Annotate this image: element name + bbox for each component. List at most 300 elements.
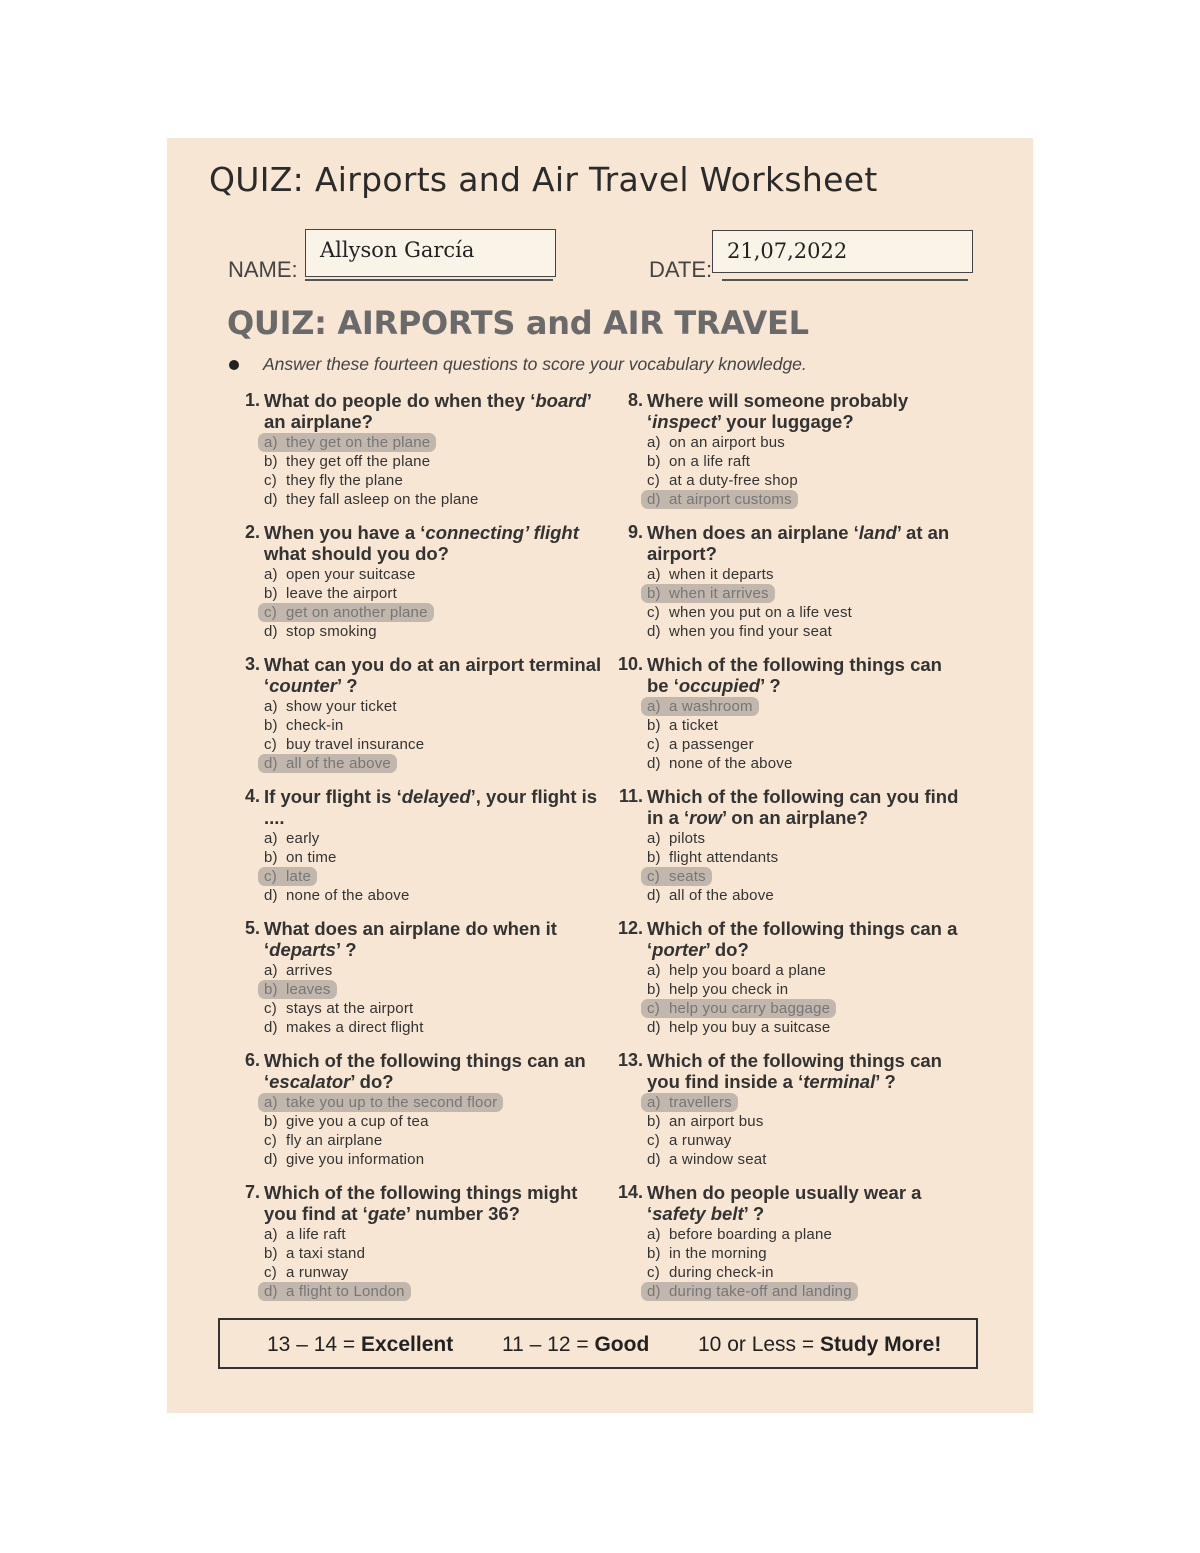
question-text — [647, 918, 967, 960]
answer-option[interactable] — [264, 999, 614, 1018]
option-letter: a) — [647, 1226, 661, 1243]
option-text: at airport customs — [669, 491, 792, 508]
answer-content — [264, 962, 332, 979]
option-text: an airport bus — [669, 1113, 764, 1130]
question-7 — [244, 1182, 614, 1301]
question-text-end: what should you do? — [264, 543, 449, 564]
question-text-start: When do people usually wear a ‘ — [647, 1182, 922, 1224]
answer-content — [647, 962, 826, 979]
answer-content — [647, 981, 788, 998]
option-letter: a) — [264, 566, 278, 583]
option-letter: a) — [264, 698, 278, 715]
answer-content — [264, 1113, 429, 1130]
answer-content — [647, 472, 798, 489]
question-1 — [244, 390, 614, 509]
option-text: show your ticket — [286, 698, 397, 715]
option-text: during check-in — [669, 1264, 774, 1281]
answer-option[interactable] — [264, 735, 614, 754]
option-letter: a) — [264, 830, 278, 847]
option-text: during take-off and landing — [669, 1283, 852, 1300]
option-letter: c) — [647, 868, 660, 885]
answer-option[interactable] — [647, 452, 967, 471]
answer-content — [264, 1019, 424, 1036]
answer-options — [264, 565, 614, 641]
option-letter: d) — [264, 1283, 278, 1300]
option-letter: c) — [264, 1264, 277, 1281]
question-number: 14. — [617, 1182, 643, 1202]
answer-option[interactable] — [647, 1112, 967, 1131]
question-text-start: Where will someone probably ‘ — [647, 390, 909, 432]
answer-content — [647, 566, 774, 583]
answer-option[interactable] — [647, 490, 967, 509]
option-text: at a duty-free shop — [669, 472, 798, 489]
question-11 — [618, 786, 967, 905]
highlighted-answer — [258, 603, 434, 622]
question-text — [647, 1050, 967, 1092]
question-text-end: ’ do? — [350, 1071, 394, 1092]
option-letter: d) — [264, 755, 278, 772]
answer-content — [264, 717, 343, 734]
option-text: early — [286, 830, 320, 847]
question-14 — [617, 1182, 967, 1301]
answer-content — [647, 1113, 764, 1130]
answer-content — [264, 453, 430, 470]
score-range: 13 – 14 = — [267, 1333, 361, 1356]
answer-option[interactable] — [264, 980, 614, 999]
option-text: leave the airport — [286, 585, 397, 602]
answer-option[interactable] — [647, 603, 967, 622]
question-text-start: What does an airplane do when it ‘ — [264, 918, 557, 960]
highlighted-answer — [641, 999, 836, 1018]
option-letter: d) — [647, 755, 661, 772]
answer-content — [264, 1226, 346, 1243]
option-text: fly an airplane — [286, 1132, 383, 1149]
option-letter: b) — [264, 849, 278, 866]
answer-content — [264, 698, 397, 715]
question-number: 5. — [244, 918, 260, 938]
answer-option[interactable] — [264, 886, 614, 905]
answer-option[interactable] — [647, 1093, 967, 1112]
answer-option[interactable] — [264, 1112, 614, 1131]
option-text: on a life raft — [669, 453, 751, 470]
question-text-end: ’ do? — [705, 939, 749, 960]
option-letter: a) — [264, 434, 278, 451]
answer-option[interactable] — [264, 961, 614, 980]
answer-options — [647, 829, 967, 905]
highlighted-answer — [258, 1282, 411, 1301]
vocabulary-term: board — [535, 390, 587, 411]
option-letter: b) — [647, 1113, 661, 1130]
option-letter: b) — [647, 585, 661, 602]
quiz-subtitle: QUIZ: AIRPORTS and AIR TRAVEL — [227, 304, 809, 342]
vocabulary-term: row — [689, 807, 723, 828]
score-rating: Excellent — [361, 1333, 454, 1356]
answer-options — [264, 961, 614, 1037]
question-text-end: ’ number 36? — [405, 1203, 520, 1224]
option-letter: a) — [647, 434, 661, 451]
answer-option[interactable] — [264, 829, 614, 848]
question-number: 11. — [618, 786, 643, 806]
answer-content — [647, 830, 705, 847]
question-text-start: Which of the following things can be ‘ — [647, 654, 942, 696]
answer-option[interactable] — [264, 1150, 614, 1169]
option-letter: b) — [264, 981, 278, 998]
worksheet-page — [167, 138, 1033, 1413]
option-text: none of the above — [669, 755, 793, 772]
answer-option[interactable] — [647, 980, 967, 999]
option-letter: d) — [647, 491, 661, 508]
question-text-end: ’ ? — [760, 675, 781, 696]
option-text: a washroom — [669, 698, 753, 715]
vocabulary-term: connecting’ flight — [425, 522, 579, 543]
question-number: 8. — [627, 390, 643, 410]
answer-option[interactable] — [264, 603, 614, 622]
answer-content — [647, 434, 785, 451]
answer-option[interactable] — [647, 697, 967, 716]
option-letter: a) — [647, 698, 661, 715]
vocabulary-term: departs — [269, 939, 336, 960]
question-text-start: What can you do at an airport terminal ‘ — [264, 654, 602, 696]
question-text-end: ’ ? — [743, 1203, 765, 1224]
answer-option[interactable] — [647, 1244, 967, 1263]
question-8 — [627, 390, 967, 509]
answer-option[interactable] — [264, 697, 614, 716]
highlighted-answer — [641, 490, 798, 509]
answer-content — [264, 736, 424, 753]
answer-option[interactable] — [647, 961, 967, 980]
answer-option[interactable] — [264, 452, 614, 471]
question-text — [264, 522, 614, 564]
answer-options — [264, 1093, 614, 1169]
answer-content — [264, 887, 410, 904]
option-letter: d) — [647, 1019, 661, 1036]
option-letter: c) — [647, 1132, 660, 1149]
option-letter: b) — [647, 849, 661, 866]
answer-option[interactable] — [264, 1093, 614, 1112]
option-letter: a) — [264, 1094, 278, 1111]
option-text: a taxi stand — [286, 1245, 366, 1262]
answer-option[interactable] — [647, 735, 967, 754]
question-number: 9. — [627, 522, 643, 542]
answer-option[interactable] — [647, 754, 967, 773]
option-text: help you check in — [669, 981, 789, 998]
answer-option[interactable] — [647, 848, 967, 867]
option-text: help you board a plane — [669, 962, 827, 979]
question-text — [264, 654, 614, 696]
option-text: makes a direct flight — [286, 1019, 424, 1036]
answer-option[interactable] — [647, 622, 967, 641]
vocabulary-term: safety belt — [652, 1203, 744, 1224]
vocabulary-term: counter — [269, 675, 337, 696]
vocabulary-term: gate — [367, 1203, 406, 1224]
highlighted-answer — [258, 433, 436, 452]
vocabulary-term: occupied — [678, 675, 761, 696]
option-letter: c) — [647, 1264, 660, 1281]
answer-option[interactable] — [647, 471, 967, 490]
option-text: when you put on a life vest — [669, 604, 853, 621]
question-6 — [244, 1050, 614, 1169]
option-letter: c) — [264, 736, 277, 753]
answer-option[interactable] — [264, 848, 614, 867]
question-text — [647, 654, 967, 696]
date-underline — [722, 279, 968, 281]
option-letter: b) — [264, 585, 278, 602]
vocabulary-term: porter — [652, 939, 706, 960]
answer-option[interactable] — [647, 565, 967, 584]
option-text: check-in — [286, 717, 344, 734]
answer-option[interactable] — [647, 1225, 967, 1244]
option-letter: a) — [647, 1094, 661, 1111]
answer-content — [264, 1264, 348, 1281]
answer-option[interactable] — [264, 565, 614, 584]
question-text-end: ’ ? — [875, 1071, 896, 1092]
question-text-end: ’ your luggage? — [716, 411, 854, 432]
answer-content — [647, 453, 750, 470]
option-letter: c) — [264, 472, 277, 489]
score-good — [502, 1333, 649, 1357]
option-text: pilots — [669, 830, 706, 847]
answer-option[interactable] — [647, 1282, 967, 1301]
answer-content — [647, 755, 793, 772]
option-letter: b) — [647, 1245, 661, 1262]
answer-content — [647, 1132, 731, 1149]
option-letter: b) — [647, 453, 661, 470]
answer-content — [647, 1151, 767, 1168]
question-number: 6. — [244, 1050, 260, 1070]
option-text: stop smoking — [286, 623, 377, 640]
question-13 — [617, 1050, 967, 1169]
option-text: a passenger — [669, 736, 754, 753]
answer-option[interactable] — [647, 1150, 967, 1169]
answer-options — [264, 433, 614, 509]
option-letter: d) — [647, 1151, 661, 1168]
answer-content — [264, 1245, 365, 1262]
option-text: a window seat — [669, 1151, 767, 1168]
answer-content — [647, 1019, 830, 1036]
answer-options — [264, 829, 614, 905]
option-text: they get off the plane — [286, 453, 431, 470]
question-number: 3. — [244, 654, 260, 674]
question-text — [647, 1182, 967, 1224]
answer-option[interactable] — [264, 490, 614, 509]
answer-content — [264, 566, 416, 583]
option-letter: c) — [647, 736, 660, 753]
question-text-end: ’ an airplane? — [264, 390, 591, 432]
answer-content — [647, 717, 718, 734]
score-rating: Good — [594, 1333, 650, 1356]
highlighted-answer — [258, 980, 337, 999]
option-text: a flight to London — [286, 1283, 405, 1300]
name-underline — [305, 279, 553, 281]
question-text — [647, 786, 967, 828]
vocabulary-term: escalator — [269, 1071, 351, 1092]
option-text: a life raft — [286, 1226, 346, 1243]
answer-option[interactable] — [647, 1131, 967, 1150]
option-text: give you a cup of tea — [286, 1113, 429, 1130]
question-number: 13. — [617, 1050, 643, 1070]
answer-option[interactable] — [264, 1263, 614, 1282]
question-text-start: If your flight is ‘ — [264, 786, 402, 807]
option-text: open your suitcase — [286, 566, 416, 583]
answer-options — [647, 697, 967, 773]
option-text: none of the above — [286, 887, 410, 904]
question-text-start: When does an airplane ‘ — [647, 522, 859, 543]
score-range: 11 – 12 = — [502, 1333, 595, 1356]
option-letter: c) — [647, 604, 660, 621]
highlighted-answer — [641, 697, 759, 716]
answer-option[interactable] — [647, 716, 967, 735]
option-text: arrives — [286, 962, 333, 979]
option-letter: c) — [264, 1132, 277, 1149]
answer-option[interactable] — [647, 829, 967, 848]
answer-content — [647, 849, 778, 866]
option-letter: d) — [264, 887, 278, 904]
score-range: 10 or Less = — [698, 1333, 820, 1356]
question-number: 12. — [617, 918, 643, 938]
score-rating: Study More! — [820, 1333, 942, 1356]
answer-option[interactable] — [647, 433, 967, 452]
question-text-end: ’ ? — [336, 675, 358, 696]
question-text — [264, 918, 614, 960]
option-letter: a) — [647, 566, 661, 583]
answer-options — [647, 1225, 967, 1301]
question-text-start: When you have a ‘ — [264, 522, 426, 543]
option-text: late — [286, 868, 311, 885]
option-text: on an airport bus — [669, 434, 785, 451]
answer-option[interactable] — [647, 584, 967, 603]
question-5 — [244, 918, 614, 1037]
vocabulary-term: land — [858, 522, 897, 543]
answer-option[interactable] — [647, 886, 967, 905]
question-text-end: ’ at an airport? — [647, 522, 950, 564]
answer-options — [647, 1093, 967, 1169]
option-letter: a) — [647, 830, 661, 847]
answer-content — [647, 1245, 767, 1262]
answer-option[interactable] — [264, 622, 614, 641]
question-text — [647, 522, 967, 564]
answer-options — [647, 565, 967, 641]
highlighted-answer — [641, 1093, 738, 1112]
option-text: a ticket — [669, 717, 719, 734]
answer-option[interactable] — [264, 1018, 614, 1037]
answer-content — [647, 604, 852, 621]
answer-option[interactable] — [647, 867, 967, 886]
question-10 — [617, 654, 967, 773]
option-letter: b) — [264, 1245, 278, 1262]
question-text-start: What do people do when they ‘ — [264, 390, 536, 411]
answer-option[interactable] — [264, 867, 614, 886]
answer-content — [264, 830, 320, 847]
option-letter: d) — [647, 623, 661, 640]
answer-option[interactable] — [647, 1263, 967, 1282]
option-letter: b) — [264, 717, 278, 734]
question-3 — [244, 654, 614, 773]
answer-content — [264, 623, 377, 640]
date-label: DATE: — [649, 257, 713, 282]
highlighted-answer — [641, 584, 775, 603]
option-letter: d) — [264, 623, 278, 640]
score-excellent — [267, 1333, 453, 1357]
answer-options — [264, 1225, 614, 1301]
option-text: before boarding a plane — [669, 1226, 833, 1243]
answer-option[interactable] — [264, 1244, 614, 1263]
option-letter: c) — [647, 1000, 660, 1017]
option-letter: d) — [264, 491, 278, 508]
option-text: all of the above — [286, 755, 391, 772]
option-text: on time — [286, 849, 337, 866]
answer-content — [647, 887, 774, 904]
answer-option[interactable] — [264, 754, 614, 773]
option-text: in the morning — [669, 1245, 767, 1262]
option-letter: d) — [647, 887, 661, 904]
answer-option[interactable] — [264, 584, 614, 603]
option-letter: c) — [647, 472, 660, 489]
option-text: leaves — [286, 981, 331, 998]
option-text: buy travel insurance — [286, 736, 425, 753]
instructions: Answer these fourteen questions to score your vocabulary knowledge. — [263, 354, 807, 374]
answer-option[interactable] — [264, 471, 614, 490]
question-number: 2. — [244, 522, 260, 542]
option-letter: b) — [264, 1113, 278, 1130]
question-text — [264, 786, 614, 828]
answer-option[interactable] — [264, 716, 614, 735]
option-text: give you information — [286, 1151, 425, 1168]
question-text-end: ’, your flight is .... — [264, 786, 598, 828]
highlighted-answer — [258, 867, 317, 886]
question-number: 7. — [244, 1182, 260, 1202]
score-study-more — [698, 1333, 941, 1357]
option-letter: c) — [264, 1000, 277, 1017]
question-text-start: Which of the following things can a ‘ — [647, 918, 958, 960]
answer-option[interactable] — [264, 1131, 614, 1150]
option-text: when it arrives — [669, 585, 769, 602]
answer-option[interactable] — [647, 1018, 967, 1037]
question-text-end: ’ on an airplane? — [722, 807, 869, 828]
worksheet-title: QUIZ: Airports and Air Travel Worksheet — [209, 160, 878, 199]
answer-content — [647, 1226, 832, 1243]
question-text-start: Which of the following things can you find inside a ‘ — [647, 1050, 942, 1092]
date-field[interactable]: 21,07,2022 — [712, 230, 973, 273]
option-text: when it departs — [669, 566, 774, 583]
answer-options — [647, 433, 967, 509]
highlighted-answer — [258, 1093, 503, 1112]
option-letter: b) — [647, 717, 661, 734]
option-text: a runway — [669, 1132, 732, 1149]
answer-option[interactable] — [264, 433, 614, 452]
answer-content — [647, 1264, 774, 1281]
option-letter: b) — [264, 453, 278, 470]
answer-option[interactable] — [264, 1225, 614, 1244]
option-text: all of the above — [669, 887, 774, 904]
answer-option[interactable] — [264, 1282, 614, 1301]
option-text: stays at the airport — [286, 1000, 414, 1017]
highlighted-answer — [258, 754, 397, 773]
question-number: 4. — [244, 786, 260, 806]
answer-content — [264, 491, 479, 508]
option-letter: d) — [264, 1019, 278, 1036]
question-text-start: Which of the following can you find in a ‘ — [647, 786, 959, 828]
vocabulary-term: inspect — [652, 411, 717, 432]
option-text: they get on the plane — [286, 434, 431, 451]
name-field[interactable]: Allyson García — [305, 229, 556, 277]
answer-option[interactable] — [647, 999, 967, 1018]
answer-content — [647, 736, 754, 753]
option-text: a runway — [286, 1264, 349, 1281]
option-letter: c) — [264, 868, 277, 885]
vocabulary-term: terminal — [803, 1071, 876, 1092]
option-text: they fly the plane — [286, 472, 404, 489]
question-text — [264, 1050, 614, 1092]
